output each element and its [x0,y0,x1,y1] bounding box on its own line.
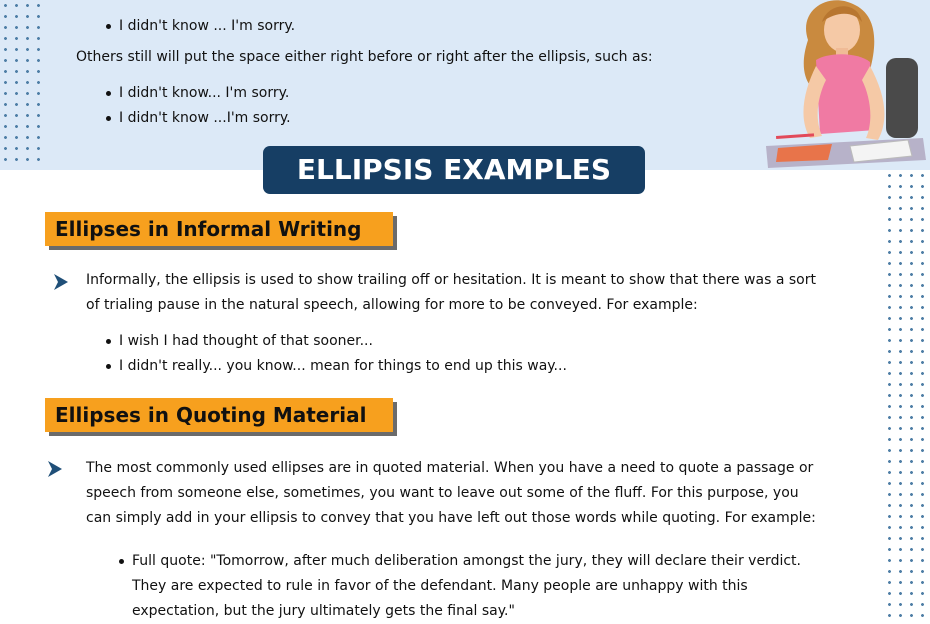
section-heading-informal [45,212,397,248]
top-bullet-2: I didn't know... I'm sorry. [119,81,289,106]
informal-bullet-1: I wish I had thought of that sooner... [119,329,373,354]
quoting-paragraph-line-2: speech from someone else, sometimes, you want to leave out some of the fluff. For this purpose, you [86,485,799,501]
ellipsis-examples-banner: ELLIPSIS EXAMPLES [263,146,645,194]
section-heading-quoting [45,398,397,434]
top-intro-text: Others still will put the space either right before or right after the ellipsis, such as: [76,49,653,65]
quote-bullet-line-3: expectation, but the jury ultimately gets the final say." [132,603,515,619]
quoting-paragraph-line-1: The most commonly used ellipses are in quoted material. When you have a need to quote a passage or [86,460,814,476]
top-bullet-3: I didn't know ...I'm sorry. [119,106,291,131]
section-heading-informal-label: Ellipses in Informal Writing [55,217,362,241]
informal-paragraph-line-1: Informally, the ellipsis is used to show trailing off or hesitation. It is meant to show that there was a sort [86,272,816,288]
chevron-right-icon [51,272,71,292]
chevron-right-icon [45,459,65,479]
girl-writing-illustration [758,0,930,170]
section-heading-quoting-label: Ellipses in Quoting Material [55,403,367,427]
quote-bullet-line-2: They are expected to rule in favor of the defendant. Many people are unhappy with this [132,578,748,594]
quote-bullet-line-1: Full quote: "Tomorrow, after much deliberation amongst the jury, they will declare their verdict. [132,549,801,574]
dot-pattern-right [884,170,930,620]
top-bullet-1: I didn't know ... I'm sorry. [119,14,295,39]
quoting-paragraph-line-3: can simply add in your ellipsis to convey that you have left out those words while quoting. For example: [86,510,816,526]
informal-bullet-2: I didn't really... you know... mean for things to end up this way... [119,354,567,379]
informal-paragraph-line-2: of trialing pause in the natural speech, allowing for more to be conveyed. For example: [86,297,698,313]
dot-pattern-left [0,0,46,165]
